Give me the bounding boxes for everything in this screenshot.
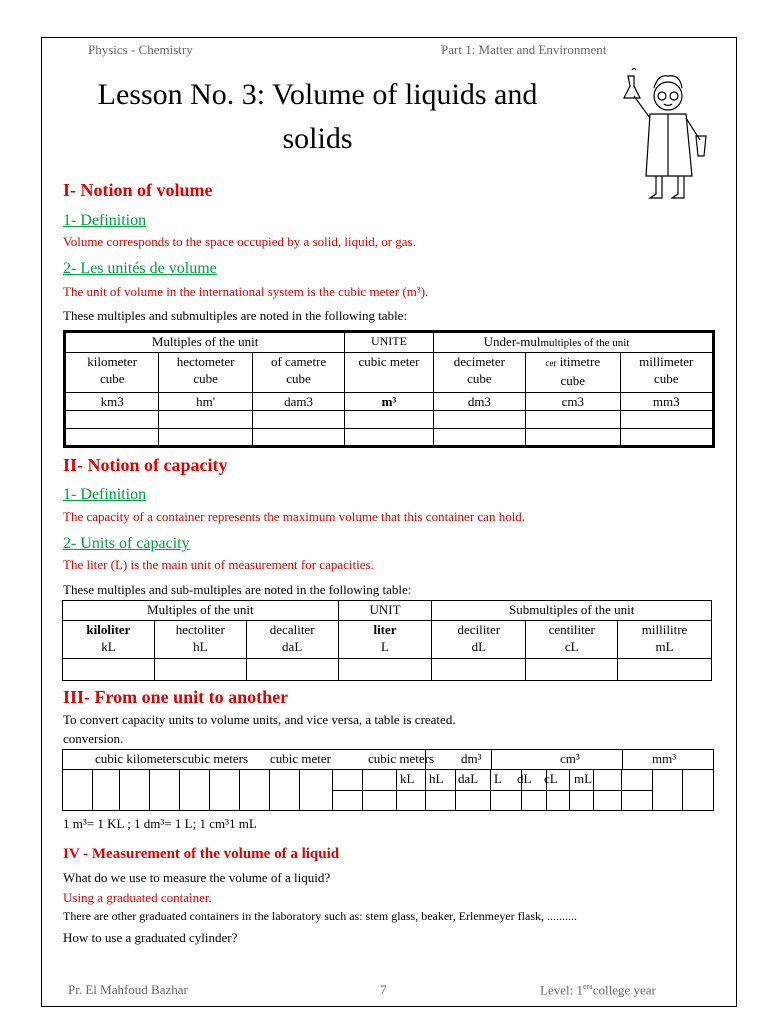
s2-definition-heading: 1- Definition [63,486,147,503]
s1-definition-heading: 1- Definition [63,212,147,229]
s4-question-1: What do we use to measure the volume of a liquid? [63,870,331,885]
vol-sym-mm3: mm3 [620,393,713,411]
vol-sub-b: multiples of the unit [540,337,630,349]
cap-dal: decaliter daL [246,621,338,659]
conv-cap-dl: dL [517,771,532,786]
vol-name-dm3: decimeter cube [433,353,525,393]
header-subject: Physics - Chemistry [88,42,193,57]
cap-hl: hectoliter hL [154,621,246,659]
cap-multiples-header: Multiples of the unit [63,601,339,621]
cap-dl: deciliter dL [432,621,526,659]
footer-level: Level: $1^{era}college$ year [540,982,656,998]
s1-table-intro: These multiples and submultiples are noted in the following table: [63,308,408,323]
cap-unit-header: UNIT [338,601,432,621]
s2-definition-text: The capacity of a container represents the maximum volume that this container can hold. [63,509,526,524]
section-3-heading: III- From one unit to another [63,687,289,707]
conv-label-km3: cubic kilometers [95,751,182,766]
conv-cap-dal: daL [458,771,479,786]
s2-table-intro: These multiples and sub-multiples are noted in the following table: [63,582,412,597]
vol-sym-km3: km3 [65,393,159,411]
conv-label-dm3: dm³ [461,751,482,766]
vol-submultiples-header [433,332,713,353]
conv-label-mm3: mm³ [652,751,677,766]
footer-author: Pr. El Mahfoud Bazhar [68,982,188,997]
vol-name-km3: kilometer cube [65,353,159,393]
vol-name-dam3: of cametre cube [252,353,344,393]
section-2-heading: II- Notion of capacity [63,455,228,475]
conv-cap-hl: hL [429,771,444,786]
vol-multiples-header: Multiples of the unit [65,332,345,353]
vol-sym-dm3: dm3 [433,393,525,411]
cap-submultiples-header: Submultiples of the unit [432,601,712,621]
conv-cap-cl: cL [544,771,558,786]
title-line-1: Lesson No. 3: Volume of liquids and [97,78,538,111]
cap-kl: kiloliter kL [63,621,155,659]
vol-unit-header: UNITE [345,332,433,353]
cap-ml: millilitre mL [618,621,712,659]
vol-name-m3: cubic meter [345,353,433,393]
cap-l: liter L [338,621,432,659]
conv-label-hm3: cubic meters [182,751,249,766]
conv-cap-ml: mL [574,771,593,786]
scientist-illustration [620,66,710,202]
header-part: Part 1: Matter and Environment [441,42,607,57]
vol-name-hm3: hectometer cube [159,353,252,393]
s3-text-2: conversion. [63,731,124,746]
conv-cap-kl: kL [400,771,415,786]
conv-label-dam3: cubic meter [270,751,331,766]
conv-cap-l: L [494,771,502,786]
s4-question-2: How to use a graduated cylinder? [63,930,238,945]
cap-cl: centiliter cL [526,621,618,659]
s1-units-text: The unit of volume in the international system is the cubic meter (m³). [63,284,429,299]
equivalence-line: 1 m³= 1 KL ; 1 dm³= 1 L; 1 cm³1 mL [63,816,257,831]
section-1-heading: I- Notion of volume [63,180,213,200]
footer-page-number: 7 [380,982,387,997]
s4-text: There are other graduated containers in the laboratory such as: stem glass, beaker, Erlenmeyer flask, .......... [63,909,577,923]
vol-sub-a: Under-mul [483,334,541,349]
capacity-units-table [62,600,712,681]
volume-units-table [63,330,715,448]
s3-text-1: To convert capacity units to volume units, and vice versa, a table is created. [63,712,456,727]
vol-sym-cm3: cm3 [526,393,620,411]
s1-definition-text: Volume corresponds to the space occupied by a solid, liquid, or gas. [63,234,416,249]
s4-answer-1: Using a graduated container. [63,890,212,905]
page-title [60,73,575,161]
conv-label-m3: cubic meters [368,751,435,766]
s2-units-text: The liter (L) is the main unit of measurement for capacities. [63,557,374,572]
vol-sym-dam3: dam3 [252,393,344,411]
title-line-2: solids [282,122,353,155]
s1-units-heading: 2- Les unités de volume [63,260,217,277]
vol-sym-hm3: hm' [159,393,252,411]
vol-name-cm3: cer itimetre cube [526,353,620,393]
s2-units-heading: 2- Units of capacity [63,535,190,552]
conv-label-cm3: cm³ [560,751,580,766]
section-4-heading: IV - Measurement of the volume of a liquid [63,846,340,862]
vol-name-mm3: millimeter cube [620,353,713,393]
vol-sym-m3: m³ [345,393,433,411]
